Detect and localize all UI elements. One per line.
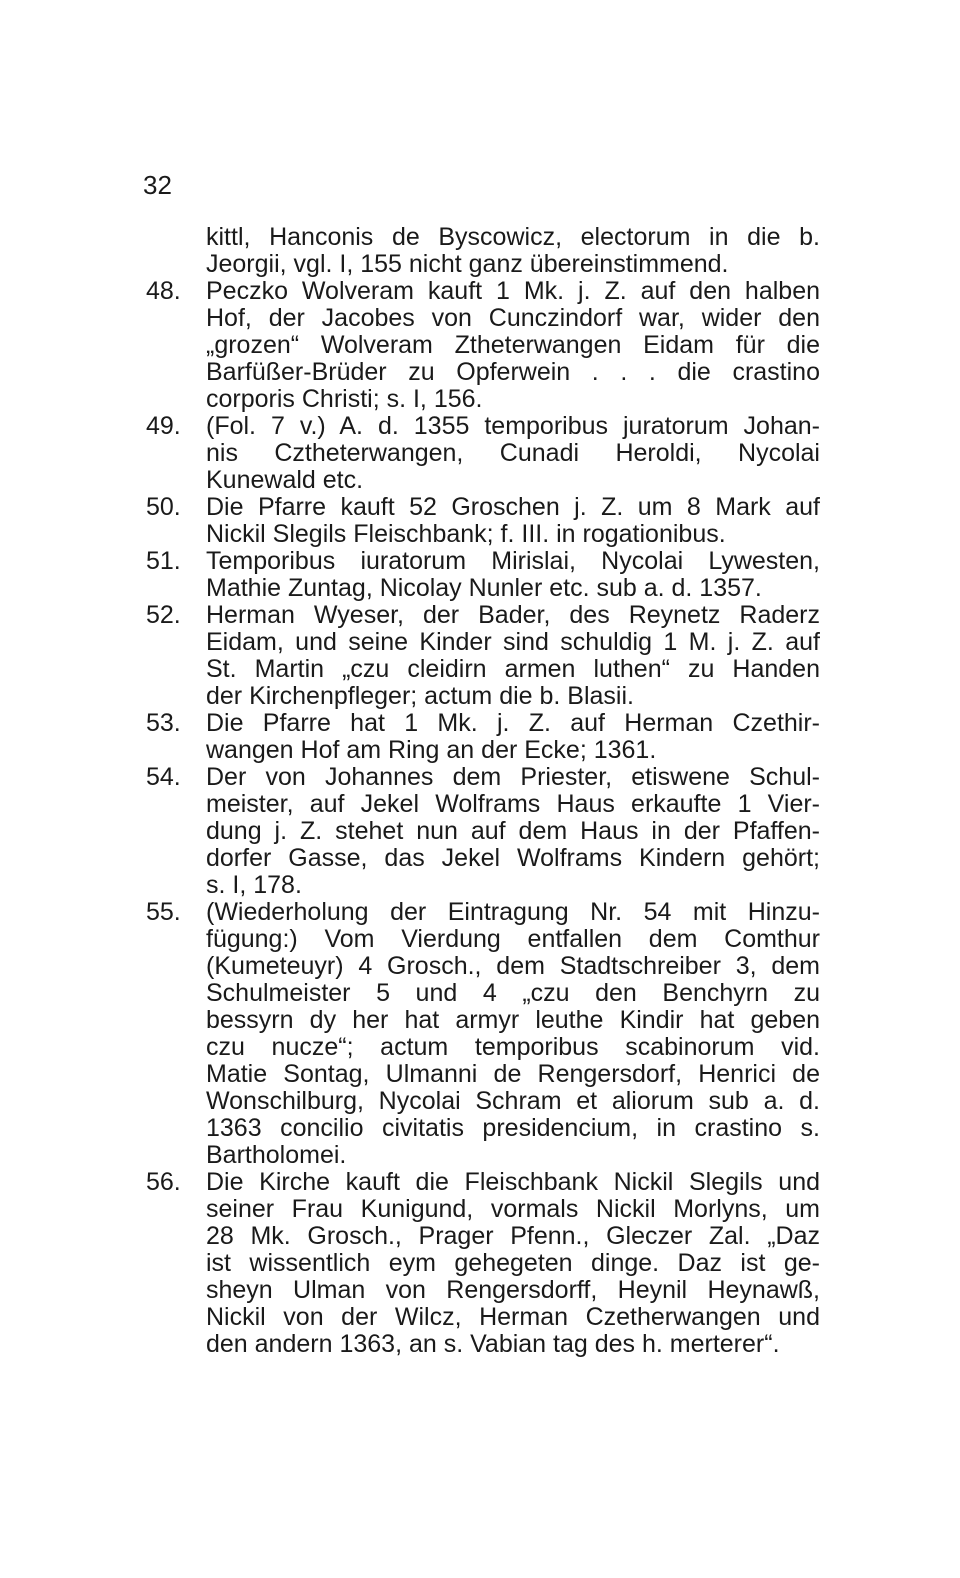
entry-text: [206, 764, 820, 899]
text-line: Eidam, und seine Kinder sind schuldig 1 M. j. Z. auf: [206, 628, 820, 656]
text-line: s. I, 178.: [206, 871, 302, 899]
page-number: 32: [143, 170, 172, 200]
text-line: fügung:) Vom Vierdung entfallen dem Comthur: [206, 925, 820, 953]
text-line: Barfüßer-Brüder zu Opferwein . . . die crastino: [206, 358, 820, 386]
entry-text: [206, 494, 820, 548]
entry-text: [206, 224, 820, 278]
text-line: 1363 concilio civitatis presidencium, in crastino s.: [206, 1114, 820, 1142]
entry: [140, 278, 820, 413]
text-line: dung j. Z. stehet nun auf dem Haus in der Pfaffen-: [206, 817, 820, 845]
text-line: nis Cztheterwangen, Cunadi Heroldi, Nycolai: [206, 439, 820, 467]
text-line: Der von Johannes dem Priester, etiswene Schul-: [206, 763, 820, 791]
entry-text: [206, 1169, 820, 1358]
entry: [140, 224, 820, 278]
entry-text: [206, 899, 820, 1169]
text-line: Temporibus iuratorum Mirislai, Nycolai Lywesten,: [206, 547, 820, 575]
text-line: Jeorgii, vgl. I, 155 nicht ganz übereinstimmend.: [206, 250, 729, 278]
entry-number: 56.: [146, 1168, 181, 1196]
entry: [140, 494, 820, 548]
text-line: Mathie Zuntag, Nicolay Nunler etc. sub a. d. 1357.: [206, 574, 762, 602]
text-line: „grozen“ Wolveram Ztheterwangen Eidam für die: [206, 331, 820, 359]
entry-number: 55.: [146, 898, 181, 926]
text-line: meister, auf Jekel Wolframs Haus erkaufte 1 Vier-: [206, 790, 820, 818]
text-line: (Kumeteuyr) 4 Grosch., dem Stadtschreiber 3, dem: [206, 952, 820, 980]
text-line: kittl, Hanconis de Byscowicz, electorum in die b.: [206, 223, 820, 251]
entry-number: 50.: [146, 493, 181, 521]
text-line: Wonschilburg, Nycolai Schram et aliorum sub a. d.: [206, 1087, 820, 1115]
text-line: corporis Christi; s. I, 156.: [206, 385, 483, 413]
entry-text: [206, 278, 820, 413]
text-line: czu nucze“; actum temporibus scabinorum vid.: [206, 1033, 820, 1061]
text-line: Die Pfarre kauft 52 Groschen j. Z. um 8 Mark auf: [206, 493, 820, 521]
text-line: (Fol. 7 v.) A. d. 1355 temporibus juratorum Johan-: [206, 412, 820, 440]
entry: [140, 1169, 820, 1358]
text-line: Matie Sontag, Ulmanni de Rengersdorf, Henrici de: [206, 1060, 820, 1088]
entry-number: 52.: [146, 601, 181, 629]
text-line: Die Pfarre hat 1 Mk. j. Z. auf Herman Czethir-: [206, 709, 820, 737]
entry-text: [206, 602, 820, 710]
text-line: Die Kirche kauft die Fleischbank Nickil Slegils und: [206, 1168, 820, 1196]
entry-number: 53.: [146, 709, 181, 737]
text-line: ist wissentlich eym gehegeten dinge. Daz ist ge-: [206, 1249, 820, 1277]
text-line: Nickil Slegils Fleischbank; f. III. in rogationibus.: [206, 520, 726, 548]
entry: [140, 548, 820, 602]
entry: [140, 602, 820, 710]
text-line: Bartholomei.: [206, 1141, 347, 1169]
text-line: Hof, der Jacobes von Cunczindorf war, wider den: [206, 304, 820, 332]
entry-text: [206, 413, 820, 494]
entry: [140, 899, 820, 1169]
text-line: Peczko Wolveram kauft 1 Mk. j. Z. auf den halben: [206, 277, 820, 305]
text-line: bessyrn dy her hat armyr leuthe Kindir hat geben: [206, 1006, 820, 1034]
text-line: seiner Frau Kunigund, vormals Nickil Morlyns, um: [206, 1195, 820, 1223]
entry-number: 49.: [146, 412, 181, 440]
text-line: sheyn Ulman von Rengersdorff, Heynil Heynawß,: [206, 1276, 820, 1304]
entry-number: 51.: [146, 547, 181, 575]
text-line: der Kirchenpfleger; actum die b. Blasii.: [206, 682, 634, 710]
entry: [140, 413, 820, 494]
entry-number: 48.: [146, 277, 181, 305]
text-line: den andern 1363, an s. Vabian tag des h. merterer“.: [206, 1330, 780, 1358]
entry-text: [206, 710, 820, 764]
text-line: wangen Hof am Ring an der Ecke; 1361.: [206, 736, 657, 764]
entry-number: 54.: [146, 763, 181, 791]
text-line: Nickil von der Wilcz, Herman Czetherwangen und: [206, 1303, 820, 1331]
entry: [140, 764, 820, 899]
text-line: 28 Mk. Grosch., Prager Pfenn., Gleczer Zal. „Daz: [206, 1222, 820, 1250]
entry-list: [140, 224, 820, 1358]
entry-text: [206, 548, 820, 602]
text-line: Herman Wyeser, der Bader, des Reynetz Raderz: [206, 601, 820, 629]
text-line: dorfer Gasse, das Jekel Wolframs Kindern gehört;: [206, 844, 820, 872]
text-line: (Wiederholung der Eintragung Nr. 54 mit Hinzu-: [206, 898, 820, 926]
entry: [140, 710, 820, 764]
text-line: Kunewald etc.: [206, 466, 364, 494]
text-line: Schulmeister 5 und 4 „czu den Benchyrn zu: [206, 979, 820, 1007]
text-line: St. Martin „czu cleidirn armen luthen“ zu Handen: [206, 655, 820, 683]
